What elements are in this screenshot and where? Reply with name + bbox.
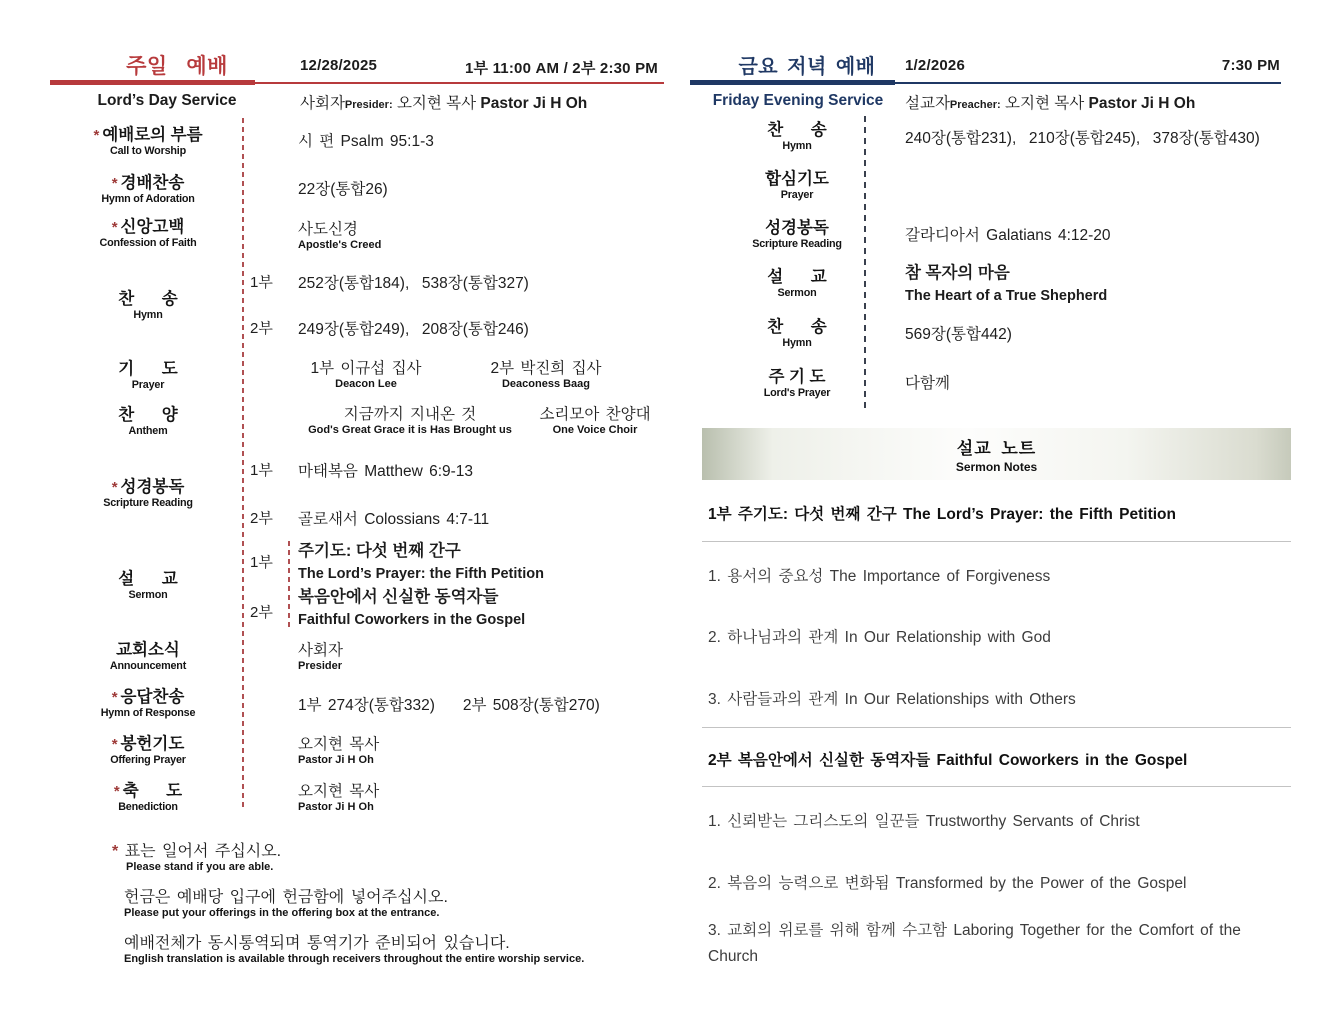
row-label-en: Hymn [133, 309, 163, 321]
sermon-notes-heading-2: 2부 복음안에서 신실한 동역자들 Faithful Coworkers in the Gospel [708, 752, 1188, 769]
footnote-ko: 표는 일어서 주십시오. [124, 843, 282, 860]
response-content [298, 693, 600, 715]
row-label-en: Sermon [777, 287, 817, 299]
notes-divider [702, 541, 1291, 542]
order-row-scripture [58, 478, 238, 510]
friday-row-lords-prayer [722, 368, 872, 400]
row-label-ko: 설 교 [118, 570, 178, 588]
row-label-ko: 찬 송 [767, 121, 827, 139]
benediction-en: Pastor Ji H Oh [298, 801, 374, 813]
friday-sermon-content [905, 262, 1107, 308]
hymn-part1-content: 252장(통합184), 538장(통합327) [298, 275, 529, 292]
footnote-en: Please put your offerings in the offering box at the entrance. [124, 907, 440, 919]
friday-service-time: 7:30 PM [1221, 57, 1280, 74]
sermon1-title-en: The Lord’s Prayer: the Fifth Petition [298, 566, 544, 582]
footnote-en: English translation is available through receivers throughout the entire worship service. [124, 953, 585, 965]
footnote-en: Please stand if you are able. [126, 861, 274, 873]
sermon-notes-1-item-1: 1. 용서의 중요성 The Importance of Forgiveness [708, 568, 1051, 585]
row-label-en: Offering Prayer [110, 754, 186, 766]
row-label-ko: 성경봉독 [765, 219, 829, 237]
order-row-prayer [58, 360, 238, 392]
row-label-ko: 응답찬송 [120, 688, 185, 706]
friday-preacher-line [905, 91, 1195, 113]
sunday-header-rule-thin [255, 82, 664, 84]
benediction-ko: 오지현 목사 [298, 783, 380, 800]
part1-tag: 1부 [250, 274, 273, 291]
friday-sermon-title-en: The Heart of a True Shepherd [905, 288, 1108, 304]
order-row-call-to-worship [58, 126, 238, 158]
sunday-presider-line [300, 91, 587, 113]
offering-prayer-en: Pastor Ji H Oh [298, 754, 374, 766]
row-label-ko: 주 기 도 [768, 368, 826, 386]
call-to-worship-content: 시 편 Psalm 95:1-3 [298, 133, 434, 150]
row-label-ko: 찬 송 [118, 290, 178, 308]
row-label-en: Confession of Faith [99, 237, 197, 249]
friday-row-sermon [722, 268, 872, 300]
scripture-part1-content: 마태복음 Matthew 6:9-13 [298, 463, 474, 480]
prayer-group1 [296, 356, 436, 390]
sermon2-title-en: Faithful Coworkers in the Gospel [298, 612, 526, 628]
presider-name-ko: 오지현 목사 [396, 95, 477, 112]
stand-asterisk: * [111, 219, 118, 236]
row-label-ko: 봉헌기도 [120, 735, 185, 753]
anthem-choir-en: One Voice Choir [552, 424, 638, 436]
hymn-part1-line [250, 271, 529, 293]
friday-hymn1-content: 240장(통합231), 210장(통합245), 378장(통합430) [905, 130, 1260, 147]
order-row-offering-prayer [58, 735, 238, 767]
anthem-title-en: God's Great Grace it is Has Brought us [308, 424, 512, 436]
row-label-en: Lord's Prayer [763, 387, 831, 399]
sermon-notes-heading-1: 1부 주기도: 다섯 번째 간구 The Lord’s Prayer: the Fifth Petition [708, 506, 1176, 523]
row-label-en: Benediction [118, 801, 178, 813]
sunday-service-date: 12/28/2025 [300, 57, 378, 74]
footnote-ko: 예배전체가 동시통역되며 통역기가 준비되어 있습니다. [124, 935, 510, 952]
announcement-content-en: Presider [298, 660, 343, 672]
order-row-hymn [58, 290, 238, 322]
offering-prayer-ko: 오지현 목사 [298, 736, 380, 753]
friday-column-divider-dashed [864, 116, 866, 410]
anthem-song-group [296, 402, 524, 436]
row-label-ko: 교회소식 [116, 641, 180, 659]
presider-name-en: Pastor Ji H Oh [480, 95, 588, 112]
row-label-ko: 경배찬송 [120, 174, 185, 192]
anthem-choir-ko: 소리모아 찬양대 [539, 406, 651, 423]
sermon-notes-1-item-3: 3. 사람들과의 관계 In Our Relationships with Others [708, 691, 1076, 708]
row-label-ko: 축 도 [122, 782, 183, 800]
prayer-group1-en: Deacon Lee [335, 378, 397, 390]
response-part1: 1부 274장(통합332) [298, 697, 435, 714]
hymn-part2-content: 249장(통합249), 208장(통합246) [298, 321, 529, 338]
friday-row-hymn1 [722, 121, 872, 153]
stand-asterisk: * [111, 479, 118, 496]
confession-content [298, 217, 381, 251]
part2-tag: 2부 [250, 510, 273, 527]
friday-row-united-prayer [722, 170, 872, 202]
friday-header-rule [690, 80, 1281, 85]
order-row-anthem [58, 406, 238, 438]
footnote-asterisk: * [112, 843, 119, 860]
stand-asterisk: * [111, 175, 118, 192]
friday-row-hymn2 [722, 318, 872, 350]
part1-tag: 1부 [250, 462, 273, 479]
hymn-adoration-content: 22장(통합26) [298, 181, 388, 198]
friday-header-rule-thin [895, 82, 1281, 84]
presider-role-ko: 사회자 [300, 95, 345, 112]
row-label-en: Sermon [128, 589, 168, 601]
footnote-stand [112, 838, 281, 873]
row-label-ko: 기 도 [118, 360, 178, 378]
sunday-header-rule-thick [50, 80, 255, 85]
row-label-ko: 신앙고백 [120, 218, 185, 236]
confession-content-en: Apostle's Creed [298, 239, 382, 251]
sunday-column-divider-dashed [242, 118, 244, 811]
preacher-name-en: Pastor Ji H Oh [1088, 95, 1196, 112]
order-row-sermon [58, 570, 238, 602]
preacher-name-ko: 오지현 목사 [1005, 95, 1085, 112]
anthem-choir-group [536, 402, 654, 436]
row-label-en: Scripture Reading [752, 238, 842, 250]
sunday-service-title-en: Lord’s Day Service [97, 92, 237, 109]
sunday-service-time: 1부 11:00 AM / 2부 2:30 PM [464, 60, 658, 77]
stand-asterisk: * [111, 736, 118, 753]
sermon-notes-title-en: Sermon Notes [955, 460, 1038, 474]
prayer-group1-ko: 1부 이규섭 집사 [310, 360, 422, 377]
footnote-offering [124, 884, 448, 919]
presider-role-en: Presider: [344, 99, 393, 111]
sermon2-title-ko: 복음안에서 신실한 동역자들 [298, 588, 499, 606]
sermon-part2-tag: 2부 [250, 604, 273, 621]
order-row-hymn-adoration [58, 174, 238, 206]
row-label-en: Hymn of Adoration [101, 193, 195, 205]
friday-hymn2-content: 569장(통합442) [905, 326, 1012, 343]
friday-service-date: 1/2/2026 [905, 57, 965, 74]
row-label-ko: 설 교 [767, 268, 827, 286]
offering-prayer-content [298, 732, 379, 766]
sunday-service-title-ko: 주일 예배 [126, 55, 228, 78]
sermon-notes-2-item-2: 2. 복음의 능력으로 변화됨 Transformed by the Power of the Gospel [708, 875, 1187, 892]
benediction-content [298, 779, 379, 813]
friday-row-scripture [722, 219, 872, 251]
friday-header-rule-thick [690, 80, 895, 85]
order-row-confession [58, 218, 238, 250]
hymn-part2-line [250, 317, 529, 339]
row-label-en: Call to Worship [110, 145, 186, 157]
row-label-en: Anthem [128, 425, 168, 437]
announcement-content-ko: 사회자 [298, 642, 343, 659]
sermon-notes-1-item-2: 2. 하나님과의 관계 In Our Relationship with God [708, 629, 1051, 646]
preacher-role-ko: 설교자 [905, 95, 950, 112]
prayer-group2-ko: 2부 박진희 집사 [490, 360, 602, 377]
notes-divider [702, 786, 1291, 787]
prayer-group2-en: Deaconess Baag [501, 378, 591, 390]
preacher-role-en: Preacher: [949, 99, 1001, 111]
row-label-ko: 합심기도 [765, 170, 829, 188]
sermon-titles-block [298, 540, 544, 632]
row-label-en: Scripture Reading [103, 497, 193, 509]
footnote-translation [124, 930, 584, 965]
confession-content-ko: 사도신경 [298, 221, 358, 238]
row-label-en: Prayer [780, 189, 814, 201]
friday-service-title-en: Friday Evening Service [712, 92, 884, 109]
row-label-en: Hymn [782, 140, 812, 152]
order-row-announcement [58, 641, 238, 673]
scripture-part2-content: 골로새서 Colossians 4:7-11 [298, 511, 490, 528]
stand-asterisk: * [111, 689, 118, 706]
anthem-title-ko: 지금까지 지내온 것 [343, 406, 477, 423]
scripture-part2-line [250, 507, 489, 529]
prayer-group2 [476, 356, 616, 390]
announcement-content [298, 638, 343, 672]
sermon-notes-title-ko: 설교 노트 [956, 439, 1037, 458]
scripture-part1-line [250, 459, 473, 481]
sunday-header-rule [50, 80, 664, 85]
row-label-ko: 성경봉독 [120, 478, 185, 496]
footnote-ko: 헌금은 예배당 입구에 헌금함에 넣어주십시오. [124, 889, 448, 906]
sermon-part1-tag: 1부 [250, 554, 273, 571]
order-row-response [58, 688, 238, 720]
sermon-notes-banner [702, 428, 1291, 480]
sermon-notes-2-item-1: 1. 신뢰받는 그리스도의 일꾼들 Trustworthy Servants of Christ [708, 813, 1140, 830]
stand-asterisk: * [93, 127, 100, 144]
friday-sermon-title-ko: 참 목자의 마음 [905, 264, 1010, 282]
friday-service-title-ko: 금요 저녁 예배 [738, 56, 876, 78]
sermon1-title-ko: 주기도: 다섯 번째 간구 [298, 542, 461, 560]
row-label-en: Hymn of Response [100, 707, 196, 719]
row-label-en: Hymn [782, 337, 812, 349]
row-label-ko: 예배로의 부름 [102, 126, 203, 144]
row-label-ko: 찬 송 [767, 318, 827, 336]
sermon-notes-2-item-3: 3. 교회의 위로를 위해 함께 수고함 Laboring Together for the Comfort of the Church [708, 922, 1241, 965]
row-label-en: Announcement [109, 660, 187, 672]
part2-tag: 2부 [250, 320, 273, 337]
friday-scripture-content: 갈라디아서 Galatians 4:12-20 [905, 227, 1111, 244]
friday-lords-prayer-content: 다함께 [905, 375, 950, 392]
response-part2: 2부 508장(통합270) [462, 697, 600, 714]
row-label-en: Prayer [131, 379, 165, 391]
notes-divider [702, 727, 1291, 728]
stand-asterisk: * [113, 783, 120, 800]
row-label-ko: 찬 양 [118, 406, 178, 424]
order-row-benediction [58, 782, 238, 814]
